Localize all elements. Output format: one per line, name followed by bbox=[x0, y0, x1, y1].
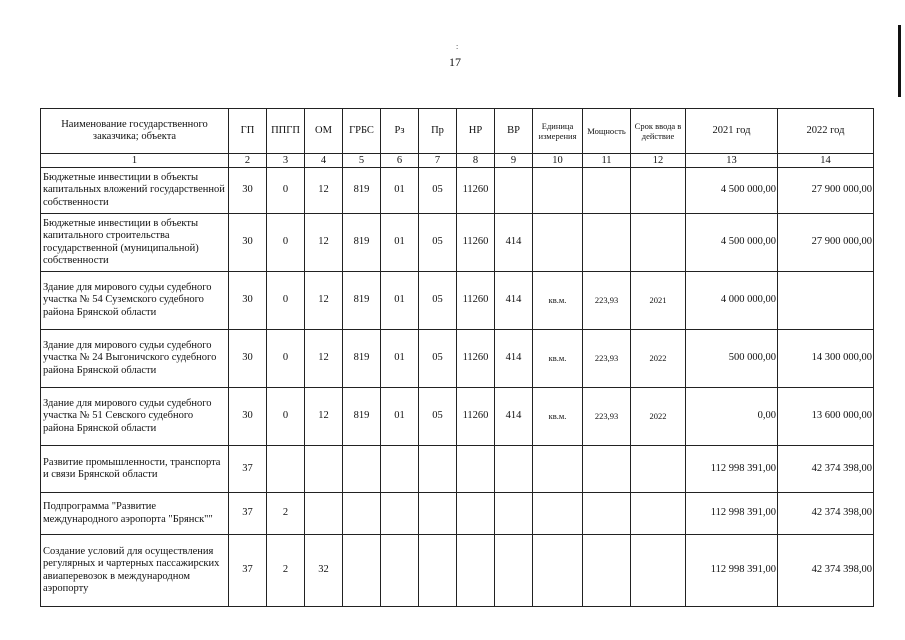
cell-pr bbox=[419, 535, 457, 607]
cell-gp: 30 bbox=[229, 330, 267, 388]
header-cell-2021: 2021 год bbox=[686, 109, 778, 154]
cell-capacity: 223,93 bbox=[583, 330, 631, 388]
cell-grbs: 819 bbox=[343, 330, 381, 388]
cell-vr bbox=[495, 446, 533, 493]
cell-2022: 42 374 398,00 bbox=[778, 535, 874, 607]
cell-nr bbox=[457, 493, 495, 535]
cell-ppgp: 0 bbox=[267, 388, 305, 446]
cell-pr: 05 bbox=[419, 388, 457, 446]
header-cell-rz: Рз bbox=[381, 109, 419, 154]
cell-om: 12 bbox=[305, 214, 343, 272]
header-cell-gp: ГП bbox=[229, 109, 267, 154]
cell-vr bbox=[495, 535, 533, 607]
cell-nr bbox=[457, 446, 495, 493]
cell-capacity bbox=[583, 446, 631, 493]
page-edge-mark bbox=[898, 25, 901, 97]
column-number: 3 bbox=[267, 154, 305, 168]
cell-rz: 01 bbox=[381, 214, 419, 272]
table-row bbox=[41, 272, 874, 330]
cell-nr bbox=[457, 535, 495, 607]
cell-unit bbox=[533, 493, 583, 535]
row-name: Здание для мирового судьи судебного участка № 51 Севского судебного района Брянской области bbox=[41, 388, 229, 446]
cell-capacity bbox=[583, 214, 631, 272]
cell-unit bbox=[533, 168, 583, 214]
cell-gp: 37 bbox=[229, 493, 267, 535]
cell-ppgp: 0 bbox=[267, 272, 305, 330]
cell-commission-date bbox=[631, 168, 686, 214]
cell-rz bbox=[381, 493, 419, 535]
cell-om: 12 bbox=[305, 330, 343, 388]
cell-nr: 11260 bbox=[457, 388, 495, 446]
table-row bbox=[41, 330, 874, 388]
cell-pr bbox=[419, 493, 457, 535]
cell-2021: 4 500 000,00 bbox=[686, 214, 778, 272]
cell-capacity: 223,93 bbox=[583, 272, 631, 330]
table-row bbox=[41, 388, 874, 446]
cell-2021: 112 998 391,00 bbox=[686, 446, 778, 493]
column-number: 4 bbox=[305, 154, 343, 168]
cell-vr: 414 bbox=[495, 272, 533, 330]
page-dots: : bbox=[456, 42, 459, 51]
cell-vr: 414 bbox=[495, 214, 533, 272]
header-cell-vr: ВР bbox=[495, 109, 533, 154]
cell-vr: 414 bbox=[495, 388, 533, 446]
cell-vr: 414 bbox=[495, 330, 533, 388]
cell-2022 bbox=[778, 272, 874, 330]
column-number: 7 bbox=[419, 154, 457, 168]
row-name: Создание условий для осуществления регулярных и чартерных пассажирских авиаперевозок в международном аэропорту bbox=[41, 535, 229, 607]
header-cell-ppgp: ППГП bbox=[267, 109, 305, 154]
cell-grbs: 819 bbox=[343, 272, 381, 330]
cell-unit: кв.м. bbox=[533, 388, 583, 446]
table-row bbox=[41, 214, 874, 272]
cell-ppgp: 0 bbox=[267, 168, 305, 214]
cell-2021: 112 998 391,00 bbox=[686, 535, 778, 607]
cell-ppgp: 2 bbox=[267, 535, 305, 607]
row-name: Бюджетные инвестиции в объекты капитального строительства государственной (муниципальной) собственности bbox=[41, 214, 229, 272]
cell-nr: 11260 bbox=[457, 214, 495, 272]
cell-commission-date bbox=[631, 446, 686, 493]
cell-rz: 01 bbox=[381, 330, 419, 388]
cell-grbs bbox=[343, 493, 381, 535]
column-number: 11 bbox=[583, 154, 631, 168]
row-name: Подпрограмма "Развитие международного аэропорта "Брянск"" bbox=[41, 493, 229, 535]
cell-grbs: 819 bbox=[343, 214, 381, 272]
column-number: 1 bbox=[41, 154, 229, 168]
cell-nr: 11260 bbox=[457, 168, 495, 214]
column-number: 13 bbox=[686, 154, 778, 168]
cell-ppgp: 0 bbox=[267, 330, 305, 388]
cell-2022: 27 900 000,00 bbox=[778, 168, 874, 214]
cell-2021: 112 998 391,00 bbox=[686, 493, 778, 535]
column-number-row bbox=[41, 154, 874, 168]
cell-ppgp: 0 bbox=[267, 214, 305, 272]
cell-gp: 37 bbox=[229, 446, 267, 493]
cell-2021: 4 500 000,00 bbox=[686, 168, 778, 214]
table-row bbox=[41, 168, 874, 214]
cell-commission-date bbox=[631, 214, 686, 272]
cell-commission-date bbox=[631, 493, 686, 535]
cell-grbs bbox=[343, 535, 381, 607]
column-number: 5 bbox=[343, 154, 381, 168]
cell-om: 12 bbox=[305, 272, 343, 330]
cell-gp: 37 bbox=[229, 535, 267, 607]
row-name: Здание для мирового судьи судебного участка № 54 Суземского судебного района Брянской области bbox=[41, 272, 229, 330]
cell-commission-date: 2021 bbox=[631, 272, 686, 330]
cell-capacity: 223,93 bbox=[583, 388, 631, 446]
header-cell-nr: НР bbox=[457, 109, 495, 154]
cell-grbs: 819 bbox=[343, 168, 381, 214]
header-cell-grbs: ГРБС bbox=[343, 109, 381, 154]
header-cell-capacity: Мощность bbox=[583, 109, 631, 154]
cell-gp: 30 bbox=[229, 388, 267, 446]
cell-2022: 42 374 398,00 bbox=[778, 446, 874, 493]
table-row bbox=[41, 535, 874, 607]
cell-commission-date: 2022 bbox=[631, 388, 686, 446]
cell-rz bbox=[381, 446, 419, 493]
cell-capacity bbox=[583, 168, 631, 214]
table-row bbox=[41, 493, 874, 535]
cell-om: 32 bbox=[305, 535, 343, 607]
column-number: 9 bbox=[495, 154, 533, 168]
cell-rz: 01 bbox=[381, 168, 419, 214]
cell-pr bbox=[419, 446, 457, 493]
cell-unit: кв.м. bbox=[533, 330, 583, 388]
cell-pr: 05 bbox=[419, 168, 457, 214]
cell-commission-date bbox=[631, 535, 686, 607]
cell-2021: 4 000 000,00 bbox=[686, 272, 778, 330]
header-row bbox=[41, 109, 874, 154]
cell-om bbox=[305, 493, 343, 535]
cell-unit bbox=[533, 446, 583, 493]
header-cell-name: Наименование государственного заказчика; объекта bbox=[41, 109, 229, 154]
row-name: Бюджетные инвестиции в объекты капитальных вложений государственной собственности bbox=[41, 168, 229, 214]
cell-grbs bbox=[343, 446, 381, 493]
header-cell-pr: Пр bbox=[419, 109, 457, 154]
cell-2022: 14 300 000,00 bbox=[778, 330, 874, 388]
cell-pr: 05 bbox=[419, 272, 457, 330]
budget-table bbox=[40, 108, 874, 607]
header-cell-commission-date: Срок ввода в действие bbox=[631, 109, 686, 154]
cell-nr: 11260 bbox=[457, 330, 495, 388]
row-name: Здание для мирового судьи судебного участка № 24 Выгоничского судебного района Брянской области bbox=[41, 330, 229, 388]
header-cell-om: ОМ bbox=[305, 109, 343, 154]
cell-unit: кв.м. bbox=[533, 272, 583, 330]
cell-2021: 500 000,00 bbox=[686, 330, 778, 388]
cell-commission-date: 2022 bbox=[631, 330, 686, 388]
page-number: 17 bbox=[449, 55, 461, 69]
cell-rz: 01 bbox=[381, 272, 419, 330]
cell-2022: 27 900 000,00 bbox=[778, 214, 874, 272]
cell-pr: 05 bbox=[419, 330, 457, 388]
header-cell-unit: Единица измерения bbox=[533, 109, 583, 154]
cell-gp: 30 bbox=[229, 168, 267, 214]
cell-pr: 05 bbox=[419, 214, 457, 272]
column-number: 12 bbox=[631, 154, 686, 168]
cell-ppgp bbox=[267, 446, 305, 493]
column-number: 8 bbox=[457, 154, 495, 168]
cell-vr bbox=[495, 493, 533, 535]
cell-unit bbox=[533, 535, 583, 607]
cell-2022: 42 374 398,00 bbox=[778, 493, 874, 535]
cell-om: 12 bbox=[305, 388, 343, 446]
cell-2022: 13 600 000,00 bbox=[778, 388, 874, 446]
cell-vr bbox=[495, 168, 533, 214]
table-row bbox=[41, 446, 874, 493]
cell-capacity bbox=[583, 493, 631, 535]
row-name: Развитие промышленности, транспорта и связи Брянской области bbox=[41, 446, 229, 493]
cell-rz bbox=[381, 535, 419, 607]
cell-unit bbox=[533, 214, 583, 272]
cell-gp: 30 bbox=[229, 214, 267, 272]
column-number: 2 bbox=[229, 154, 267, 168]
cell-om bbox=[305, 446, 343, 493]
cell-capacity bbox=[583, 535, 631, 607]
cell-gp: 30 bbox=[229, 272, 267, 330]
cell-ppgp: 2 bbox=[267, 493, 305, 535]
cell-rz: 01 bbox=[381, 388, 419, 446]
column-number: 10 bbox=[533, 154, 583, 168]
cell-nr: 11260 bbox=[457, 272, 495, 330]
cell-2021: 0,00 bbox=[686, 388, 778, 446]
column-number: 6 bbox=[381, 154, 419, 168]
cell-grbs: 819 bbox=[343, 388, 381, 446]
column-number: 14 bbox=[778, 154, 874, 168]
header-cell-2022: 2022 год bbox=[778, 109, 874, 154]
cell-om: 12 bbox=[305, 168, 343, 214]
